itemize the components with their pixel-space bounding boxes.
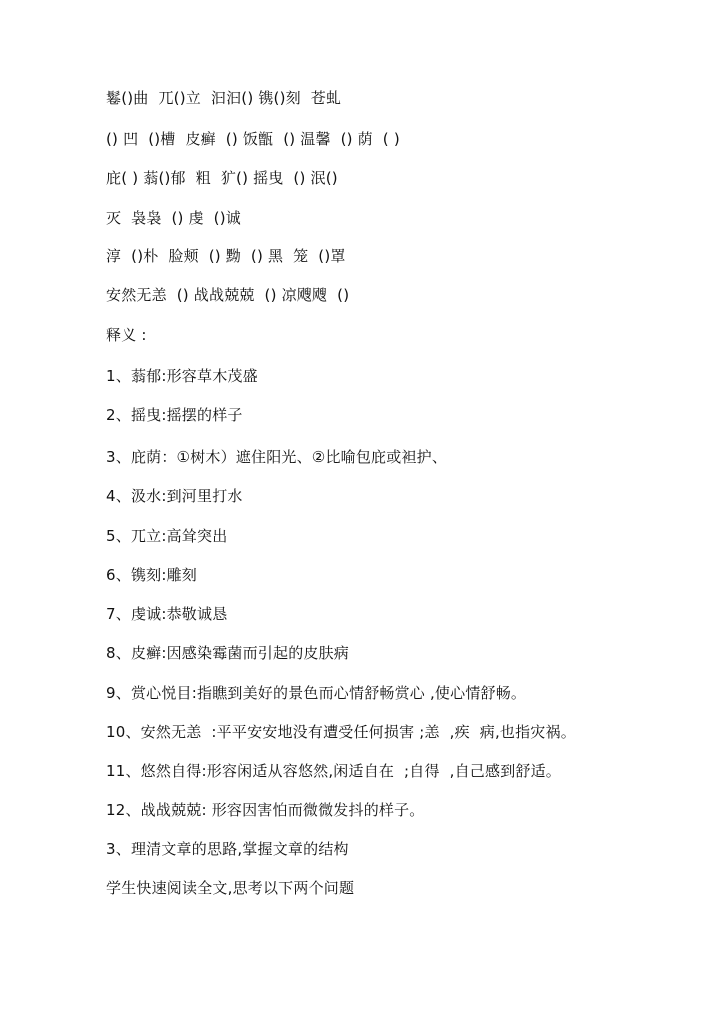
definition-8: 8、皮癣:因感染霉菌而引起的皮肤病 (106, 644, 349, 662)
definitions-heading: 释义 : (106, 326, 147, 344)
definition-7: 7、虔诚:恭敬诚恳 (106, 605, 228, 623)
definition-4: 4、汲水:到河里打水 (106, 487, 243, 505)
definition-5: 5、兀立:高耸突出 (106, 527, 228, 545)
definition-9: 9、赏心悦目:指瞧到美好的景色而心情舒畅赏心 ,使心情舒畅。 (106, 684, 527, 702)
definition-3: 3、庇荫：①树木）遮住阳光、②比喻包庇或袒护、 (106, 448, 448, 466)
vocab-line-3: 庇( ) 蓊()郁 粗 犷() 摇曳 () 泯() (106, 169, 338, 187)
vocab-line-1: 鬈()曲 兀()立 汩汩() 镌()刻 苍虬 (106, 89, 342, 107)
section-title: 3、理清文章的思路,掌握文章的结构 (106, 840, 349, 858)
vocab-line-6: 安然无恙 () 战战兢兢 () 凉飕飕 () (106, 286, 350, 304)
definition-6: 6、镌刻:雕刻 (106, 566, 197, 584)
definition-10: 10、安然无恙 :平平安安地没有遭受任何损害 ;恙 ,疾 病,也指灾祸。 (106, 723, 576, 741)
definition-12: 12、战战兢兢: 形容因害怕而微微发抖的样子。 (106, 801, 425, 819)
vocab-line-4: 灭 袅袅 () 虔 ()诚 (106, 209, 241, 227)
definition-2: 2、摇曳:摇摆的样子 (106, 406, 243, 424)
vocab-line-2: () 凹 ()槽 皮癣 () 饭甑 () 温馨 () 荫 ( ) (106, 130, 400, 148)
vocab-line-5: 淳 ()朴 脸颊 () 黝 () 黑 笼 ()罩 (106, 247, 346, 265)
definition-1: 1、蓊郁:形容草木茂盛 (106, 367, 258, 385)
definition-11: 11、悠然自得:形容闲适从容悠然,闲适自在 ;自得 ,自己感到舒适。 (106, 762, 562, 780)
instruction-text: 学生快速阅读全文,思考以下两个问题 (106, 879, 355, 897)
